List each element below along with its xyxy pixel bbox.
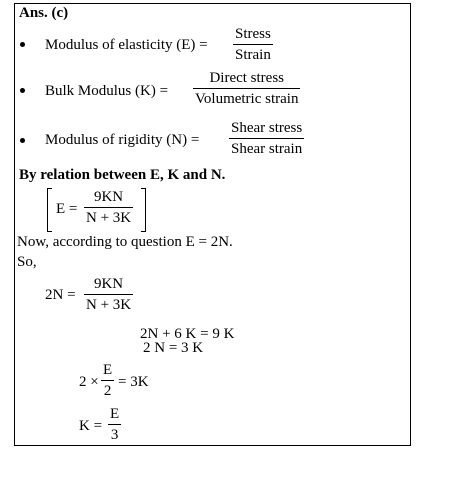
- bullet-dot: [20, 42, 25, 47]
- step5-lhs: K =: [79, 418, 103, 434]
- step4-denominator: 2: [101, 380, 114, 399]
- step4-lhs: 2 ×: [79, 374, 99, 390]
- bullet-3-fraction: [229, 121, 304, 157]
- bullet-dot: [20, 88, 25, 93]
- bullet-3-numerator: Shear stress: [231, 120, 303, 136]
- relation-numerator: 9KN: [93, 189, 124, 205]
- bullet-1-denominator: Strain: [233, 44, 273, 63]
- step5-numerator: E: [110, 406, 120, 422]
- relation-lhs: E =: [56, 201, 78, 217]
- relation-fraction: [84, 190, 133, 226]
- left-bracket: [47, 188, 52, 232]
- step1-fraction: [84, 277, 133, 313]
- step1-lhs: 2N =: [45, 287, 76, 303]
- answer-label: Ans. (c): [19, 5, 69, 21]
- step4-rhs: = 3K: [118, 374, 149, 390]
- step1-denominator: N + 3K: [84, 294, 133, 313]
- bullet-2-denominator: Volumetric strain: [193, 88, 300, 107]
- bullet-3-text: Modulus of rigidity (N) =: [45, 132, 200, 148]
- step5-denominator: 3: [108, 424, 121, 443]
- bullet-dot: [20, 138, 25, 143]
- bullet-2-text: Bulk Modulus (K) =: [45, 83, 169, 99]
- relation-heading: By relation between E, K and N.: [19, 167, 226, 183]
- bullet-1-fraction: [233, 27, 273, 63]
- bullet-3-denominator: Shear strain: [229, 138, 304, 157]
- step1-numerator: 9KN: [93, 276, 124, 292]
- relation-denominator: N + 3K: [84, 207, 133, 226]
- so-line: So,: [17, 254, 37, 270]
- right-bracket: [141, 188, 146, 232]
- bullet-2-fraction: [193, 71, 300, 107]
- bullet-1-numerator: Stress: [235, 26, 271, 42]
- step4-numerator: E: [103, 362, 113, 378]
- bullet-1-text: Modulus of elasticity (E) =: [45, 37, 208, 53]
- step4-fraction: [101, 363, 114, 399]
- step2-equation: 2N + 6 K = 9 K: [140, 326, 235, 342]
- step5-fraction: [108, 407, 121, 443]
- now-line: Now, according to question E = 2N.: [17, 234, 233, 250]
- step3-equation: 2 N = 3 K: [143, 340, 204, 356]
- bullet-2-numerator: Direct stress: [209, 70, 285, 86]
